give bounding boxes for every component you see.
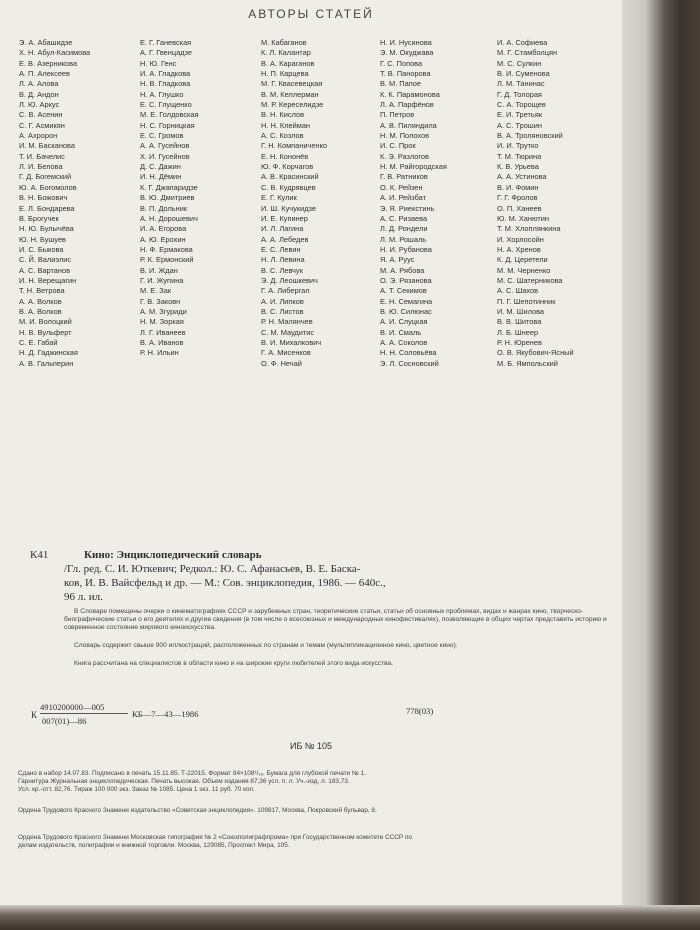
author-name: Г. Д. Богемский xyxy=(19,172,72,182)
author-name: М. И. Волоцкий xyxy=(19,317,72,327)
author-name: Н. Д. Гаджинская xyxy=(19,348,78,358)
author-name: Л. А. Парфёнов xyxy=(380,100,434,110)
author-name: В. Брогучек xyxy=(19,213,59,223)
author-name: Е. Н. Семагина xyxy=(380,296,433,306)
fraction-line xyxy=(40,713,128,714)
author-name: Г. Н. Компаниченко xyxy=(261,141,327,151)
author-name: Л. Ю. Аркус xyxy=(19,100,60,110)
author-name: М. С. Сулкин xyxy=(497,58,542,68)
author-name: Ю. Н. Бушуев xyxy=(19,234,66,244)
annotation-paragraph: Словарь содержит свыше 900 иллюстраций, расположенных по странам и темам (мультипликационное кино, цветное кино). xyxy=(74,642,458,649)
book-binding xyxy=(622,0,700,930)
annotation-paragraph: Книга рассчитана на специалистов в области кино и на широкие круги любителей этого вида искусства. xyxy=(74,660,393,667)
author-name: И. М. Басканова xyxy=(19,141,75,151)
author-name: Т. И. Бачелис xyxy=(19,151,65,161)
author-name: А. Ю. Ерохин xyxy=(140,234,186,244)
author-name: Г. А. Мисенков xyxy=(261,348,311,358)
author-name: М. Е. Голдовская xyxy=(140,110,199,120)
author-name: А. И. Липков xyxy=(261,296,304,306)
page-edge xyxy=(0,905,700,930)
author-name: В. М. Келлерман xyxy=(261,89,319,99)
author-name: С. В. Кудрявцев xyxy=(261,182,316,192)
author-name: Ю. А. Богомолов xyxy=(19,182,77,192)
author-name: М. С. Шатерникова xyxy=(497,275,563,285)
author-name: К. Д. Церетели xyxy=(497,255,548,265)
author-name: А. А. Волков xyxy=(19,296,62,306)
author-name: М. Г. Квасевецкая xyxy=(261,79,323,89)
author-name: Т. М. Хлоплянкина xyxy=(497,224,561,234)
imprint-line: Усл. кр.-отт. 82,76. Тираж 100 000 экз. Заказ № 1085. Цена 1 экз. 11 руб. 70 коп. xyxy=(18,786,255,793)
author-name: Ю. М. Ханютин xyxy=(497,213,549,223)
author-name: Г. В. Ратников xyxy=(380,172,428,182)
udc-code: 778(03) xyxy=(406,706,434,716)
author-name: В. А. Троляновский xyxy=(497,131,563,141)
author-name: О. Ф. Нечай xyxy=(261,358,302,368)
author-name: Н. Н. Клейман xyxy=(261,120,311,130)
author-name: Е. С. Левин xyxy=(261,244,301,254)
author-name: И. Ш. Кучукидзе xyxy=(261,203,316,213)
author-name: А. И. Слуцкая xyxy=(380,317,428,327)
author-name: П. Г. Шепотинник xyxy=(497,296,556,306)
author-name: Н. И. Рубанова xyxy=(380,244,432,254)
author-name: Л. Г. Иванеев xyxy=(140,327,186,337)
author-name: Н. Ю. Генс xyxy=(140,58,177,68)
author-name: Э. А. Абашидзе xyxy=(19,38,73,47)
author-name: Л. И. Белова xyxy=(19,162,63,172)
author-name: Н. М. Зоркая xyxy=(140,317,184,327)
author-name: Н. П. Карцева xyxy=(261,69,309,79)
author-name: А. В. Пиляндила xyxy=(380,120,437,130)
author-name: С. М. Маудитис xyxy=(261,327,315,337)
k-tail: КБ—7—43—1986 xyxy=(132,709,199,719)
author-name: В. И. Михалкович xyxy=(261,337,322,347)
record-line: /Гл. ред. С. И. Юткевич; Редкол.: Ю. С. Афанасьев, В. Е. Баска- xyxy=(64,563,361,575)
author-name: Е. Н. Кононёв xyxy=(261,151,309,161)
classification-code: К41 xyxy=(30,549,49,561)
author-name: Х. Н. Абул-Касимова xyxy=(19,48,91,58)
author-name: А. И. Рейзбат xyxy=(380,193,426,203)
authors-column-2 xyxy=(140,38,199,359)
author-name: И. Н. Верещагин xyxy=(19,275,77,285)
author-name: Н. А. Хренов xyxy=(497,244,541,254)
author-name: А. С. Ризаева xyxy=(380,213,428,223)
author-name: В. А. Караганов xyxy=(261,58,315,68)
author-name: И. А. Егорова xyxy=(140,224,187,234)
author-name: С. В. Асенин xyxy=(19,110,63,120)
record-line: ков, И. В. Вайсфельд и др. — М.: Сов. энциклопедия, 1986. — 640с., xyxy=(64,577,386,589)
author-name: Л. А. Алова xyxy=(19,79,59,89)
author-name: В. Ю. Силюнас xyxy=(380,306,432,316)
author-name: А. А. Лебедев xyxy=(261,234,309,244)
author-name: Э. Д. Леошкевич xyxy=(261,275,318,285)
author-name: С. А. Торощев xyxy=(497,100,546,110)
author-name: Т. В. Панорова xyxy=(380,69,431,79)
author-name: О. К. Рейзен xyxy=(380,182,423,192)
author-name: А. С. Трошин xyxy=(497,120,542,130)
author-name: Я. А. Руус xyxy=(380,255,415,265)
author-name: Э. Л. Сосновский xyxy=(380,358,439,368)
author-name: Н. И. Нусинова xyxy=(380,38,432,47)
k-letter: К xyxy=(31,710,38,720)
author-name: А. А. Гусейнов xyxy=(140,141,190,151)
author-name: О. Э. Рязанова xyxy=(380,275,432,285)
author-name: Н. Ф. Ермакова xyxy=(140,244,193,254)
author-name: А. С. Вартанов xyxy=(19,265,70,275)
author-name: Г. В. Заковн xyxy=(140,296,181,306)
author-name: К. Г. Джапаридзе xyxy=(140,182,198,192)
author-name: А. Н. Дорошевич xyxy=(140,213,198,223)
author-name: И. С. Быкова xyxy=(19,244,64,254)
author-name: В. И. Ждан xyxy=(140,265,178,275)
author-name: Н. М. Полохов xyxy=(380,131,430,141)
author-name: Р. Н. Юренев xyxy=(497,337,542,347)
author-name: М. А. Рябова xyxy=(380,265,425,275)
author-name: М. Г. Стамболцян xyxy=(497,48,558,58)
author-name: А. В. Красинский xyxy=(261,172,319,182)
author-name: К. В. Урьева xyxy=(497,162,539,172)
author-name: В. С. Левчук xyxy=(261,265,303,275)
author-name: М. М. Черненко xyxy=(497,265,551,275)
author-name: Р. Н. Малянчев xyxy=(261,317,313,327)
author-name: Н. Л. Левина xyxy=(261,255,305,265)
author-name: И. М. Шилова xyxy=(497,306,545,316)
author-name: Н. Ю. Булычёва xyxy=(19,224,74,234)
author-name: И. С. Прок xyxy=(380,141,416,151)
author-name: Н. Н. Соловьёва xyxy=(380,348,437,358)
authors-column-3 xyxy=(261,38,327,369)
author-name: Н. М. Райгородская xyxy=(380,162,447,172)
printer-line: Ордена Трудового Красного Знамени Московская типография № 2 «Союзполиграфпрома» при Государственном комитете СССР по xyxy=(18,834,412,841)
author-name: М. Р. Кереселидзе xyxy=(261,100,324,110)
author-name: А. М. Згуриди xyxy=(140,306,187,316)
author-name: Р. К. Ермонский xyxy=(140,255,194,265)
author-name: Е. Л. Бондарева xyxy=(19,203,75,213)
author-name: С. Е. Габай xyxy=(19,337,58,347)
author-name: Г. С. Попова xyxy=(380,58,423,68)
author-name: В. И. Смаль xyxy=(380,327,422,337)
author-name: М. Е. Зак xyxy=(140,286,172,296)
author-name: Т. М. Тюрина xyxy=(497,151,542,161)
authors-column-1 xyxy=(19,38,90,369)
author-name: И. Л. Лагина xyxy=(261,224,304,234)
author-name: А. А. Устинова xyxy=(497,172,547,182)
author-name: Н. А. Глушко xyxy=(140,89,184,99)
author-name: К. К. Парамонова xyxy=(380,89,440,99)
author-name: В. А. Иванов xyxy=(140,337,184,347)
author-name: А. Г. Гвенцадзе xyxy=(140,48,192,58)
author-name: Е. В. Азерникова xyxy=(19,58,78,68)
authors-column-5 xyxy=(497,38,574,369)
author-name: А. В. Гальперин xyxy=(19,358,74,368)
author-name: Н. В. Гладкова xyxy=(140,79,191,89)
author-name: К. Л. Калантар xyxy=(261,48,311,58)
book-title: Кино: Энциклопедический словарь xyxy=(84,549,262,561)
author-name: Н. С. Горницкая xyxy=(140,120,195,130)
author-name: С. Й. Валиэлис xyxy=(19,255,72,265)
author-name: Л. М. Танинас xyxy=(497,79,545,89)
author-name: В. Н. Кислов xyxy=(261,110,305,120)
author-name: В. Н. Божович xyxy=(19,193,68,203)
author-name: Р. Н. Ильин xyxy=(140,348,179,358)
author-name: Г. И. Жупина xyxy=(140,275,184,285)
author-name: В. И. Суменова xyxy=(497,69,550,79)
author-name: И. Н. Дёмин xyxy=(140,172,182,182)
author-name: И. Е. Купинер xyxy=(261,213,308,223)
author-name: Т. Н. Ветрова xyxy=(19,286,65,296)
k-numerator: 4910200000—005 xyxy=(40,702,105,712)
author-name: О. П. Ханеев xyxy=(497,203,542,213)
author-name: М. Кабаганов xyxy=(261,38,307,47)
author-name: Е. Г. Ганевская xyxy=(140,38,192,47)
author-name: И. Хорлосойн xyxy=(497,234,544,244)
author-name: И. А. Софиева xyxy=(497,38,548,47)
author-name: А. Ахророн xyxy=(19,131,58,141)
author-name: И. А. Гладкова xyxy=(140,69,191,79)
printer-line: делам издательств, полиграфии и книжной торговли. Москва, 129085, Проспект Мира, 105. xyxy=(18,842,290,849)
author-name: Ю. Ф. Корчагов xyxy=(261,162,314,172)
record-line: 96 л. ил. xyxy=(64,591,103,603)
author-name: Г. Д. Толорая xyxy=(497,89,542,99)
author-name: С. Г. Асмикян xyxy=(19,120,65,130)
page-title: АВТОРЫ СТАТЕЙ xyxy=(248,7,374,21)
author-name: А. П. Алексеев xyxy=(19,69,70,79)
author-name: И. И. Трутко xyxy=(497,141,539,151)
author-name: М. Б. Ямпольский xyxy=(497,358,558,368)
author-name: А. С. Шахов xyxy=(497,286,539,296)
author-name: А. С. Козлов xyxy=(261,131,304,141)
author-name: Г. Г. Фролов xyxy=(497,193,538,203)
author-name: Е. Г. Кулик xyxy=(261,193,297,203)
imprint-line: Гарнитура Журнальная энциклопедическая. Печать высокая. Объем издания 87,36 усл. п. л. Уч.-изд. л. 183,73. xyxy=(18,778,350,785)
author-name: А. А. Соколов xyxy=(380,337,428,347)
author-name: Э. Я. Риекстинь xyxy=(380,203,435,213)
author-name: К. Э. Разлогов xyxy=(380,151,429,161)
author-name: Л. М. Рошаль xyxy=(380,234,427,244)
author-name: В. В. Шитова xyxy=(497,317,542,327)
author-name: Е. И. Третьяк xyxy=(497,110,542,120)
author-name: Д. С. Дажин xyxy=(140,162,181,172)
imprint-line: Сдано в набор 14.07.83. Подписано в печать 15.11.85. Т-22015. Формат 84×108¹/₁₆. Бумага для глубокой печати № 1. xyxy=(18,770,366,777)
author-name: Г. А. Либергал xyxy=(261,286,310,296)
author-name: Н. В. Вульферт xyxy=(19,327,72,337)
k-denominator: 007(01)—86 xyxy=(42,716,87,726)
author-name: В. П. Дольник xyxy=(140,203,188,213)
publisher-line: Ордена Трудового Красного Знамени издательство «Советская энциклопедия». 109817, Москва, Покровский бульвар, 8. xyxy=(18,807,377,814)
author-name: Л. Д. Рондели xyxy=(380,224,428,234)
author-name: Х. И. Гусейнов xyxy=(140,151,190,161)
author-name: Э. М. Окуджава xyxy=(380,48,434,58)
author-name: Л. Б. Шнеер xyxy=(497,327,539,337)
author-name: Е. С. Громов xyxy=(140,131,184,141)
author-name: О. В. Якубович-Ясный xyxy=(497,348,574,358)
author-name: В. С. Листов xyxy=(261,306,304,316)
ib-number: ИБ № 105 xyxy=(289,741,333,751)
annotation-paragraph: В Словаре помещены очерки о кинематографиях СССР и зарубежных стран, теоретические статьи, статьи об основных проблемах, видах и жанрах кино, творческо-биографические статьи о его деятелях и другие сведения (в том числе о всесоюзных и международных кинофестивалях), позволяющие в общих чертах представить историю и современное состояние мирового киноискусства. xyxy=(64,608,607,632)
author-name: В. И. Фомин xyxy=(497,182,539,192)
author-name: А. Т. Секимов xyxy=(380,286,427,296)
author-name: Е. С. Глущенко xyxy=(140,100,192,110)
author-name: В. М. Папое xyxy=(380,79,421,89)
authors-column-4 xyxy=(380,38,447,369)
author-name: П. Петров xyxy=(380,110,415,120)
author-name: В. Д. Андон xyxy=(19,89,59,99)
author-name: В. Ю. Дмитриев xyxy=(140,193,195,203)
author-name: В. А. Волков xyxy=(19,306,62,316)
